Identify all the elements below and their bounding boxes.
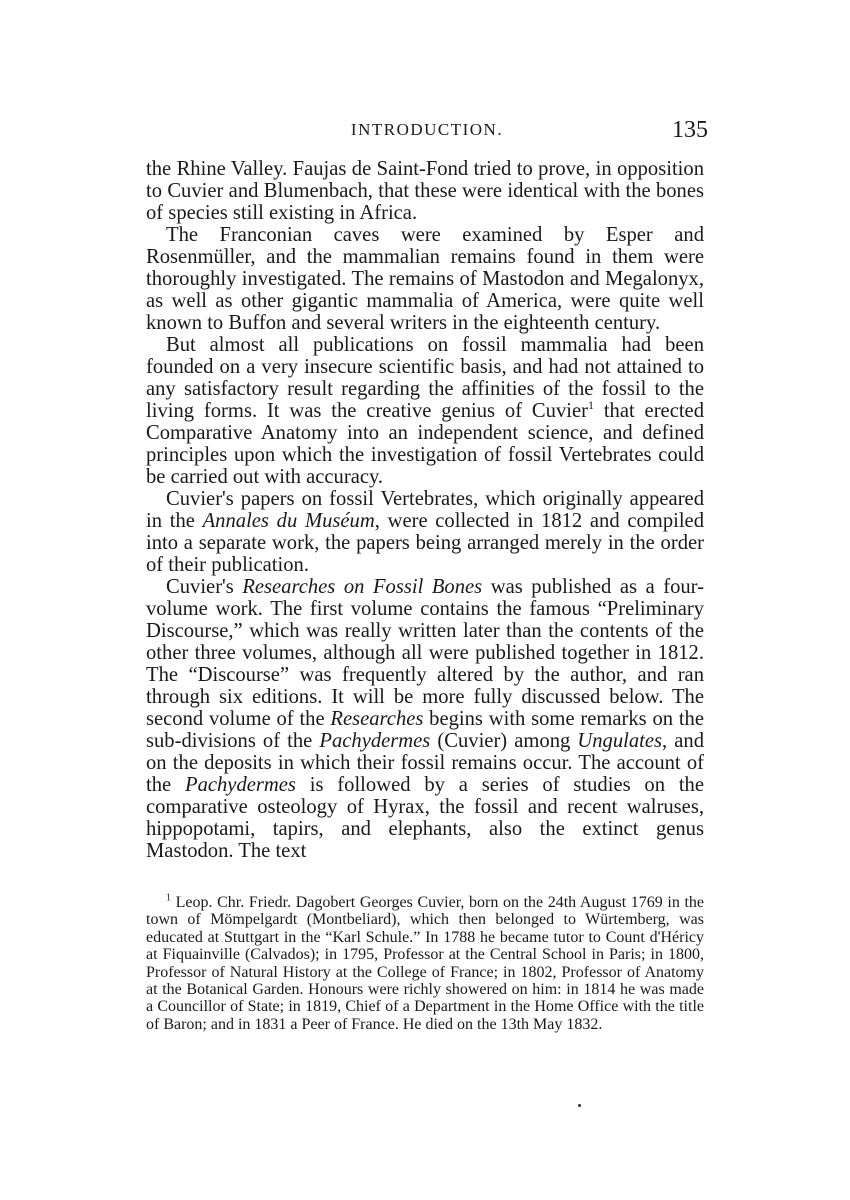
paragraph-5-text-f: is followed by a series of studies on the comparative osteology of Hyrax, the fossil and recent walruses, hippopotami, tapirs, and elephants, also the extinct genus Mastodon. The text (146, 774, 704, 862)
page-header (146, 118, 708, 148)
paragraph-5-text-b: was published as a four-volume work. The first volume contains the famous “Preliminary Discourse,” which was really written later than the contents of the other three volumes, although all were published together in 1812. The “Discourse” was frequently altered by the author, and ran through six editions. It will be more fully discussed below. The second volume of the (146, 576, 704, 730)
body-text (146, 158, 704, 862)
ink-speck (578, 1104, 581, 1107)
paragraph-4-text-a: Cuvier's papers on fossil Vertebrates, which originally appeared in the (146, 488, 704, 532)
paragraph-5-italic-2: Researches (330, 708, 424, 730)
paragraph-5-italic-5: Pachydermes (184, 774, 296, 796)
footnote-marker: 1 (166, 892, 171, 904)
paragraph-1 (146, 158, 704, 224)
paragraph-5-italic-3: Pachydermes (319, 730, 431, 752)
page-number: 135 (672, 117, 708, 143)
paragraph-5-text-e: , and on the deposits in which their fossil remains occur. The account of the (146, 730, 705, 796)
paragraph-3-text-b: that erected Comparative Anatomy into an independent science, and defined principles upon which the investigation of fossil Vertebrates could be carried out with accuracy. (146, 400, 704, 488)
paragraph-1-text: the Rhine Valley. Faujas de Saint-Fond tried to prove, in opposition to Cuvier and Blumenbach, that these were identical with the bones of species still existing in Africa. (146, 158, 704, 224)
footnote-paragraph (146, 894, 704, 1033)
paragraph-3-text-a: But almost all publications on fossil mammalia had been founded on a very insecure scientific basis, and had not attained to any satisfactory result regarding the affinities of the fossil to the living forms. It was the creative genius of Cuvier (146, 334, 704, 422)
paragraph-2-text: The Franconian caves were examined by Esper and Rosenmüller, and the mammalian remains found in them were thoroughly investigated. The remains of Mastodon and Megalonyx, as well as other gigantic mammalia of America, were quite well known to Buffon and several writers in the eighteenth century. (146, 224, 704, 334)
footnote (146, 894, 704, 1033)
running-title: INTRODUCTION. (350, 120, 504, 139)
footnote-text: Leop. Chr. Friedr. Dagobert Georges Cuvier, born on the 24th August 1769 in the town of Mömpelgardt (Montbeliard), which then belonged to Würtemberg, was educated at Stuttgart in the “Karl Schule.” In 1788 he became tutor to Count d'Héricy at Fiquainville (Calvados); in 1795, Professor at the Central School in Paris; in 1800, Professor of Natural History at the College of France; in 1802, Professor of Anatomy at the Botanical Garden. Honours were richly showered on him: in 1814 he was made a Councillor of State; in 1819, Chief of a Department in the Home Office with the title of Baron; and in 1831 a Peer of France. He died on the 13th May 1832. (146, 894, 704, 1033)
paragraph-5 (146, 576, 704, 862)
paragraph-4 (146, 488, 704, 576)
paragraph-4-text-b: , were collected in 1812 and compiled into a separate work, the papers being arranged merely in the order of their publication. (146, 510, 704, 576)
paragraph-4-italic: Annales du Muséum (202, 510, 375, 532)
paragraph-5-italic-4: Ungulates (577, 730, 663, 752)
paragraph-5-text-c: begins with some remarks on the sub-divisions of the (146, 708, 704, 752)
paragraph-5-italic-1: Researches on Fossil Bones (242, 576, 483, 598)
paragraph-2 (146, 224, 704, 334)
paragraph-3 (146, 334, 704, 488)
footnote-reference: 1 (587, 398, 594, 413)
paragraph-5-text-d: (Cuvier) among (430, 730, 578, 752)
paragraph-5-text-a: Cuvier's (166, 576, 243, 598)
